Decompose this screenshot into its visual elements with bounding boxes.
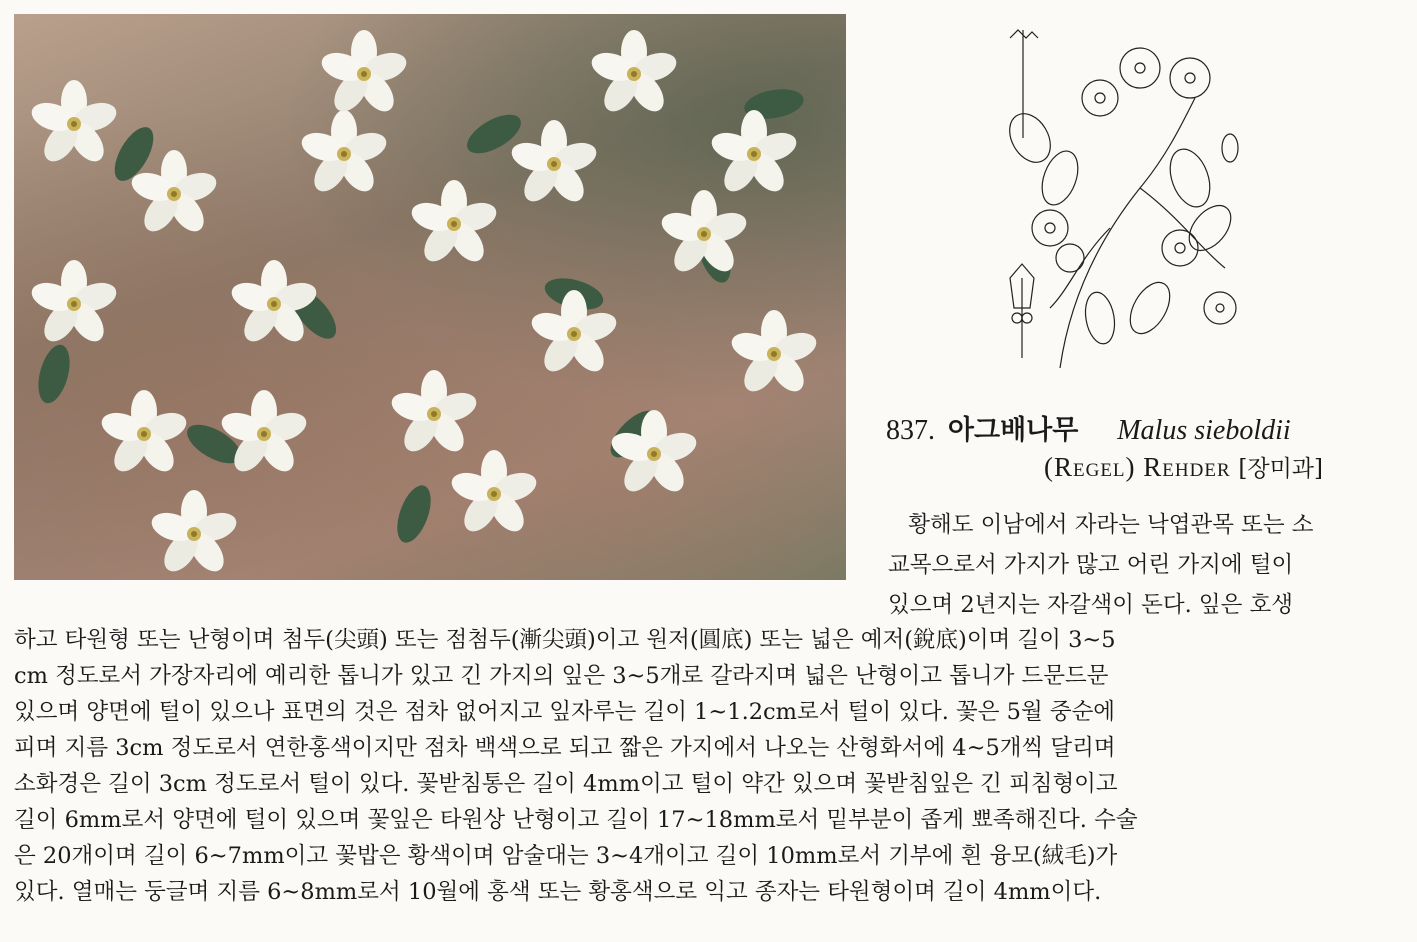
flower-photo-graphic <box>14 14 846 580</box>
korean-name: 아그배나무 <box>947 415 1079 446</box>
description-line: 피며 지름 3cm 정도로서 연한홍색이지만 점차 백색으로 되고 짧은 가지에서 나오는 산형화서에 4~5개씩 달리며 <box>14 735 1116 761</box>
flower-photo <box>14 14 846 580</box>
botanical-drawing <box>990 18 1250 374</box>
description-line: 있으며 양면에 털이 있으나 표면의 것은 점차 없어지고 잎자루는 길이 1~1.2cm로서 털이 있다. 꽃은 5월 중순에 <box>14 699 1116 725</box>
entry-number: 837. <box>886 415 935 446</box>
description-line: 소화경은 길이 3cm 정도로서 털이 있다. 꽃받침통은 길이 4mm이고 털이 약간 있으며 꽃받침잎은 긴 피침형이고 <box>14 771 1118 797</box>
description-line: 황해도 이남에서 자라는 낙엽관목 또는 소 <box>908 512 1314 538</box>
description-line: 하고 타원형 또는 난형이며 첨두(尖頭) 또는 점첨두(漸尖頭)이고 원저(圓底) 또는 넓은 예저(銳底)이며 길이 3~5 <box>14 627 1116 653</box>
botanical-illustration <box>990 18 1250 374</box>
description-line: 교목으로서 가지가 많고 어린 가지에 털이 <box>888 552 1294 578</box>
family-name: [장미과] <box>1238 456 1323 482</box>
entry-title <box>886 408 1406 448</box>
description-line: 은 20개이며 길이 6~7mm이고 꽃밥은 황색이며 암술대는 3~4개이고 길이 10mm로서 기부에 흰 융모(絨毛)가 <box>14 843 1118 869</box>
description-line: 있으며 2년지는 자갈색이 돈다. 잎은 호생 <box>888 592 1293 618</box>
authority: (Regel) Rehder <box>1044 452 1231 482</box>
scientific-name: Malus sieboldii <box>1117 415 1291 446</box>
description-line: cm 정도로서 가장자리에 예리한 톱니가 있고 긴 가지의 잎은 3~5개로 갈라지며 넓은 난형이고 톱니가 드문드문 <box>14 663 1109 689</box>
description-line: 있다. 열매는 둥글며 지름 6~8mm로서 10월에 홍색 또는 황홍색으로 익고 종자는 타원형이며 길이 4mm이다. <box>14 879 1102 905</box>
authority-line <box>1044 450 1404 490</box>
description-line: 길이 6mm로서 양면에 털이 있으며 꽃잎은 타원상 난형이고 길이 17~18mm로서 밑부분이 좁게 뾰족해진다. 수술 <box>14 807 1138 833</box>
